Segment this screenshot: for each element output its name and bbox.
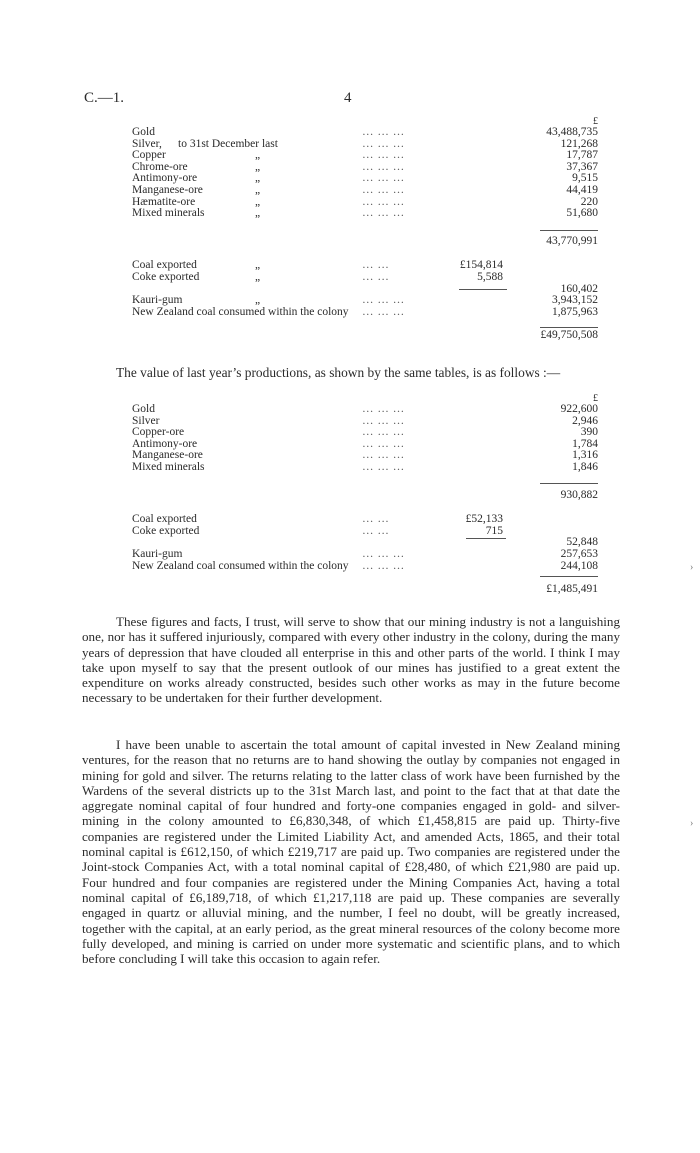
table-row: [132, 272, 598, 284]
row-period: „: [255, 149, 261, 162]
subtotal-rule: [540, 483, 598, 484]
row-value: 2,946: [572, 414, 598, 427]
leader-dots: … … …: [362, 437, 405, 450]
row-value: 17,787: [566, 149, 598, 162]
row-value: 51,680: [566, 207, 598, 220]
row-label: Mixed minerals: [132, 207, 205, 220]
row-label: Silver: [132, 414, 160, 427]
subtotal-rule: [540, 230, 598, 231]
row-period: „: [255, 160, 261, 173]
coal-rule: [466, 538, 506, 539]
table-row: [132, 208, 598, 220]
row-label: Chrome-ore: [132, 160, 188, 173]
row-period: „: [255, 259, 261, 272]
leader-dots: … … …: [362, 305, 405, 318]
leader-dots: … … …: [362, 449, 405, 462]
row-label: Kauri-gum: [132, 547, 183, 560]
leader-dots: … … …: [362, 183, 405, 196]
row-period: „: [255, 270, 261, 283]
row-value: 1,784: [572, 437, 598, 450]
row-label: Antimony-ore: [132, 172, 198, 185]
table-row-subtotal: [132, 490, 598, 502]
coal-rule: [459, 289, 507, 290]
production-table-last-year: [132, 394, 598, 596]
row-label: Kauri-gum: [132, 294, 183, 307]
leader-dots: … … …: [362, 160, 405, 173]
leader-dots: … … …: [362, 195, 405, 208]
coal-total-value: 52,848: [566, 536, 598, 549]
row-sub-value: £52,133: [465, 513, 503, 526]
row-value: 1,875,963: [552, 305, 598, 318]
row-sub-value: 715: [485, 524, 503, 537]
margin-mark: ›: [690, 818, 694, 829]
subtotal-value: 930,882: [560, 488, 598, 501]
row-period: „: [255, 294, 261, 307]
row-value: 43,488,735: [546, 126, 598, 138]
row-label: Gold: [132, 403, 155, 415]
table-row-grand-total: [132, 584, 598, 596]
row-label: Coke exported: [132, 524, 200, 537]
row-label: New Zealand coal consumed within the colony: [132, 305, 349, 318]
row-value: 1,316: [572, 449, 598, 462]
document-reference: C.—1.: [84, 90, 125, 106]
row-value: 1,846: [572, 460, 598, 473]
body-paragraph: I have been unable to ascertain the total amount of capital invested in New Zealand mining ventures, for the reason that no returns are to hand showing the outlay by companies not engaged in mining for gold and silver. The returns relating to the latter class of work have been furnished by the Wardens of the several districts up to the 31st March last, and point to the fact that at that date the aggregate nominal capital of four hundred and forty-one companies engaged in gold- and silver-mining in the colony amounted to £6,830,348, of which £1,458,815 are paid up. Thirty-five companies are registered under the Limited Liability Act, and amended Acts, 1865, and their total nominal capital is £612,150, of which £219,717 are paid up. Two companies are registered under the Joint-stock Companies Act, with a total nominal capital of £28,480, of which £21,980 are paid up. Four hundred and four companies are registered under the Mining Companies Act, having a total nominal capital of £6,189,718, of which £1,217,118 are paid up. These companies are severally engaged in quartz or alluvial mining, and the number, I feel no doubt, will be greatly increased, together with the capital, at an early period, as the great mineral resources of the colony become more fully developed, and mining is carried on under more systematic and scientific plans, and to which before concluding I will take this occasion to again refer.: [82, 737, 620, 967]
row-label: Coke exported: [132, 270, 200, 283]
row-value: 9,515: [572, 172, 598, 185]
row-period: „: [255, 207, 261, 220]
row-value: 922,600: [560, 403, 598, 415]
row-label: Silver,: [132, 137, 162, 150]
row-value: 121,268: [560, 137, 598, 150]
row-label: Coal exported: [132, 259, 197, 272]
row-label: Manganese-ore: [132, 449, 203, 462]
margin-mark: ›: [690, 562, 694, 573]
leader-dots: … … …: [362, 207, 405, 220]
leader-dots: … …: [362, 524, 390, 537]
leader-dots: … … …: [362, 149, 405, 162]
row-label: Antimony-ore: [132, 437, 198, 450]
leader-dots: … … …: [362, 172, 405, 185]
subtotal-value: 43,770,991: [546, 234, 598, 247]
row-label: Mixed minerals: [132, 460, 205, 473]
table-row: [132, 404, 598, 416]
row-value: 390: [580, 426, 598, 439]
leader-dots: … …: [362, 259, 390, 272]
leader-dots: … … …: [362, 126, 405, 138]
row-label: Manganese-ore: [132, 183, 203, 196]
total-rule: [540, 576, 598, 577]
leader-dots: … … …: [362, 403, 405, 415]
table-row: [132, 549, 598, 561]
leader-dots: … … …: [362, 460, 405, 473]
row-value: 37,367: [566, 160, 598, 173]
leader-dots: … …: [362, 513, 390, 526]
row-value: 44,419: [566, 183, 598, 196]
grand-total-value: £1,485,491: [546, 583, 598, 596]
row-label: Gold: [132, 126, 155, 138]
table-row: [132, 307, 598, 319]
row-sub-value: 5,588: [477, 270, 503, 283]
coal-total-value: 160,402: [560, 282, 598, 295]
page-number: 4: [344, 90, 352, 106]
currency-symbol: £: [593, 116, 598, 127]
table-row: [132, 295, 598, 307]
row-period: „: [255, 183, 261, 196]
leader-dots: … … …: [362, 547, 405, 560]
leader-dots: … … …: [362, 137, 405, 150]
row-period: to 31st December last: [178, 137, 278, 150]
table-row: [132, 526, 598, 538]
table-row-subtotal: [132, 236, 598, 248]
leader-dots: … …: [362, 270, 390, 283]
table-row: [132, 185, 598, 197]
row-value: 257,653: [560, 547, 598, 560]
row-label: Hæmatite-ore: [132, 195, 196, 208]
intro-paragraph: The value of last year’s productions, as shown by the same tables, is as follows :—: [116, 365, 561, 380]
grand-total-value: £49,750,508: [540, 329, 598, 342]
table-row: [132, 127, 598, 139]
leader-dots: … … …: [362, 559, 405, 572]
row-value: 3,943,152: [552, 294, 598, 307]
row-label: New Zealand coal consumed within the colony: [132, 559, 349, 572]
currency-symbol: £: [593, 393, 598, 404]
row-period: „: [255, 195, 261, 208]
row-sub-value: £154,814: [459, 259, 503, 272]
row-label: Coal exported: [132, 513, 197, 526]
row-value: 220: [580, 195, 598, 208]
table-row: [132, 561, 598, 573]
table-row: [132, 514, 598, 526]
row-value: 244,108: [560, 559, 598, 572]
production-table-total: [132, 117, 598, 342]
leader-dots: … … …: [362, 426, 405, 439]
row-label: Copper: [132, 149, 166, 162]
total-rule: [540, 327, 598, 328]
table-row: [132, 462, 598, 474]
table-row-grand-total: [132, 330, 598, 342]
row-period: „: [255, 172, 261, 185]
body-paragraph: These figures and facts, I trust, will serve to show that our mining industry is not a languishing one, nor has it suffered injuriously, compared with every other industry in the colony, during the many years of depression that have clouded all enterprise in this and other parts of the world. I think I may take upon myself to say that the present outlook of our mines has justified to a great extent the expenditure on works already constructed, besides such other works as may in the future become necessary to be undertaken for their further development.: [82, 614, 620, 706]
row-label: Copper-ore: [132, 426, 185, 439]
leader-dots: … … …: [362, 294, 405, 307]
leader-dots: … … …: [362, 414, 405, 427]
